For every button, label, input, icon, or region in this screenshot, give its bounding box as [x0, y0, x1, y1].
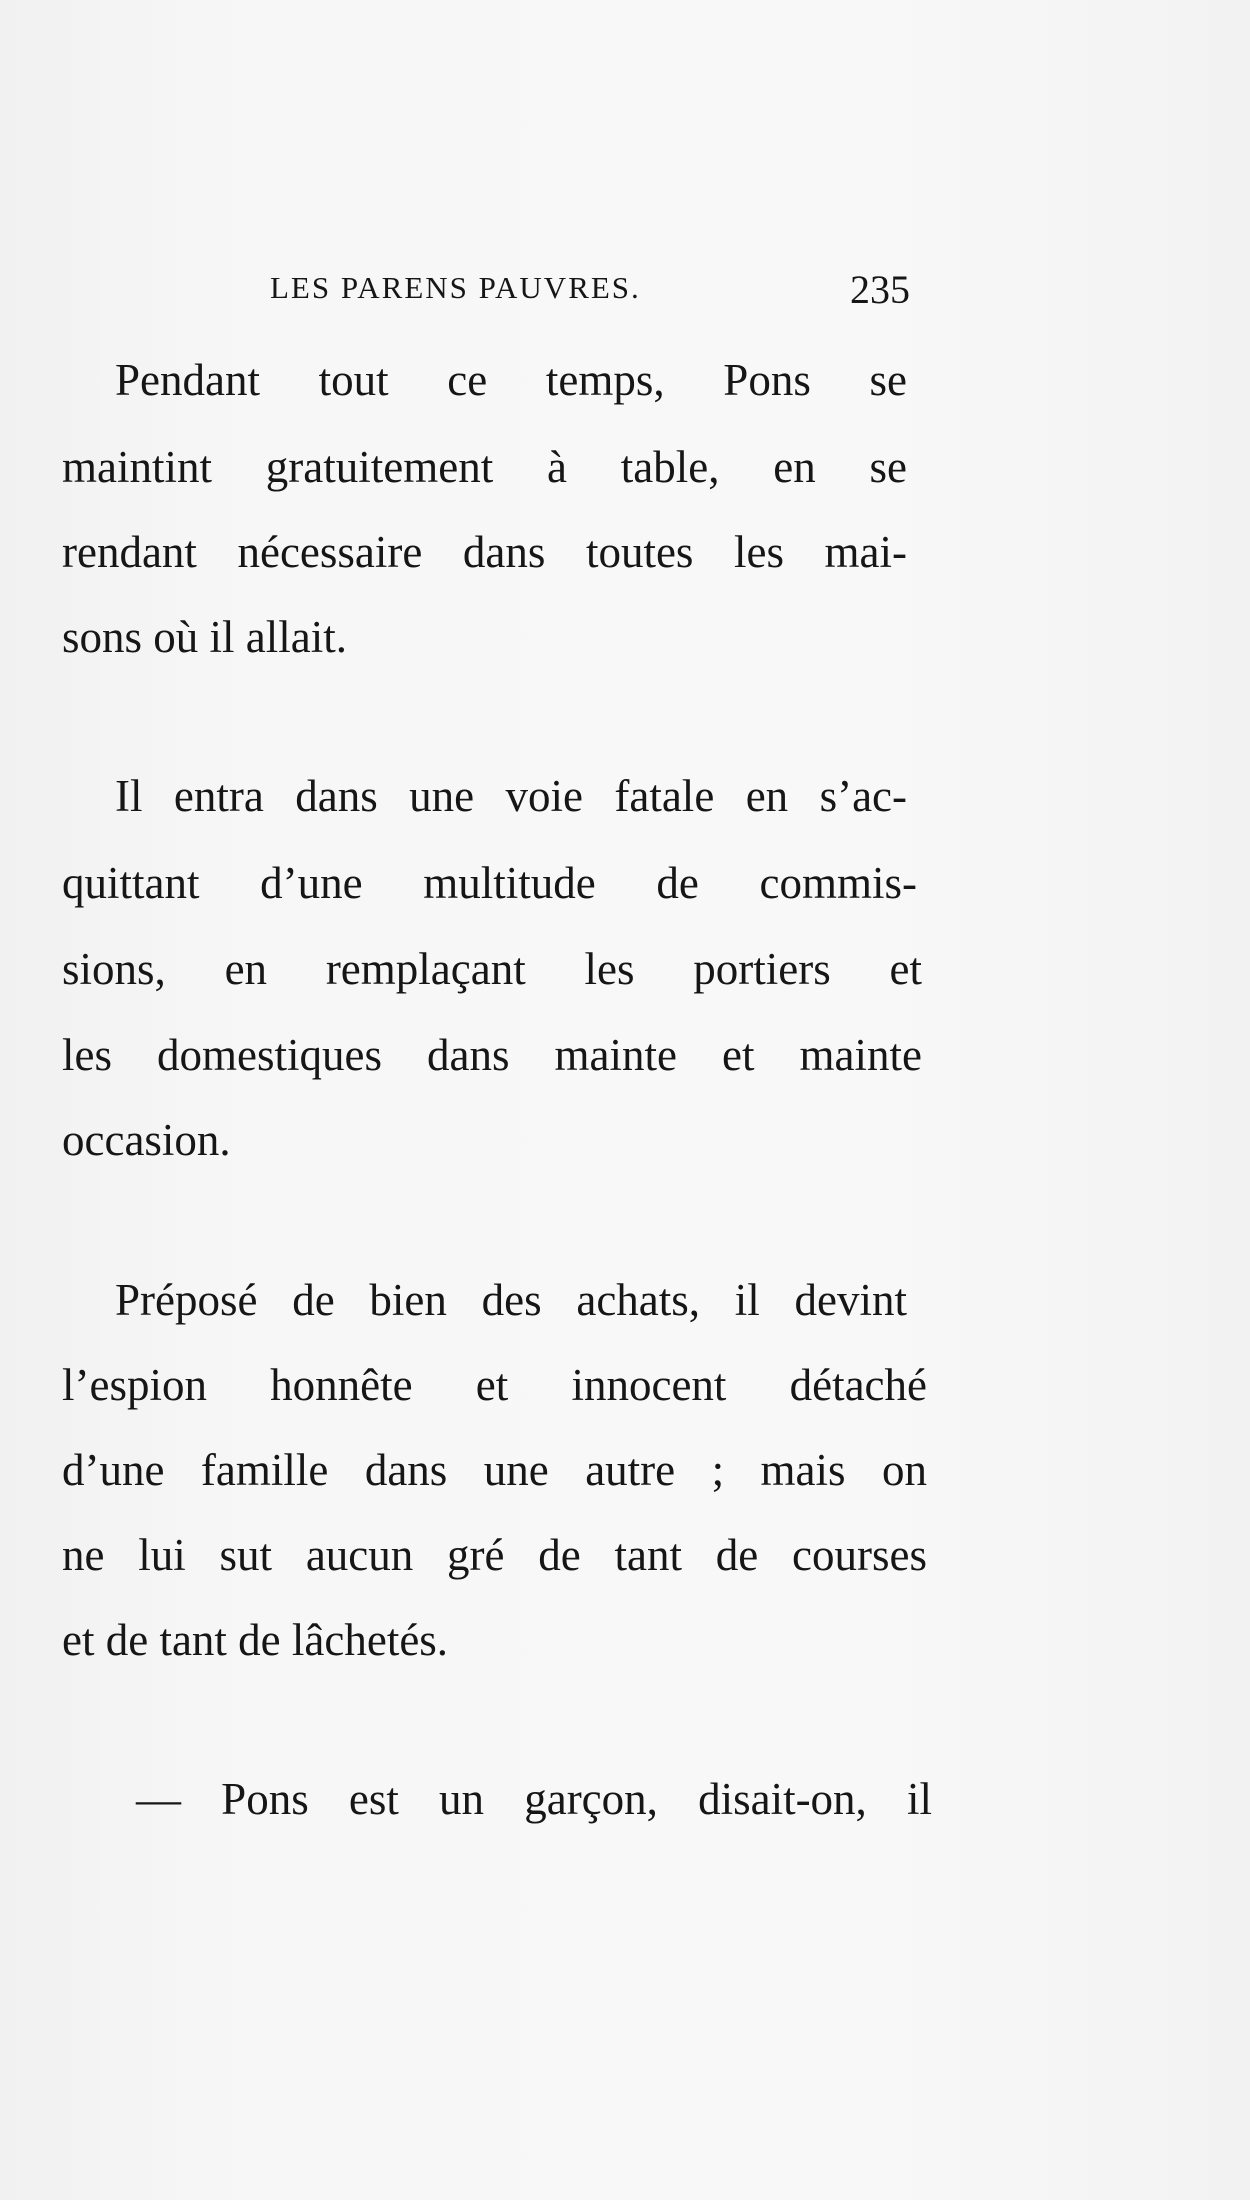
text-line: sions, en remplaçant les portiers et	[62, 944, 922, 994]
text-line: occasion.	[62, 1115, 231, 1165]
text-line: l’espion honnête et innocent détaché	[62, 1360, 927, 1410]
text-line: ne lui sut aucun gré de tant de courses	[62, 1530, 927, 1580]
text-line: Pendant tout ce temps, Pons se	[115, 355, 907, 405]
text-line: — Pons est un garçon, disait-on, il	[136, 1774, 932, 1824]
text-line: maintint gratuitement à table, en se	[62, 442, 907, 492]
page-number: 235	[850, 267, 910, 312]
text-line: et de tant de lâchetés.	[62, 1615, 449, 1665]
text-line: Il entra dans une voie fatale en s’ac-	[115, 771, 907, 821]
text-line: les domestiques dans mainte et mainte	[62, 1030, 922, 1080]
text-line: d’une famille dans une autre ; mais on	[62, 1445, 927, 1495]
text-line: sons où il allait.	[62, 612, 347, 662]
text-line: Préposé de bien des achats, il devint	[115, 1275, 907, 1325]
text-line: rendant nécessaire dans toutes les mai-	[62, 527, 907, 577]
text-line: quittant d’une multitude de commis-	[62, 858, 917, 908]
running-title: LES PARENS PAUVRES.	[270, 270, 641, 305]
page-header	[270, 266, 910, 316]
